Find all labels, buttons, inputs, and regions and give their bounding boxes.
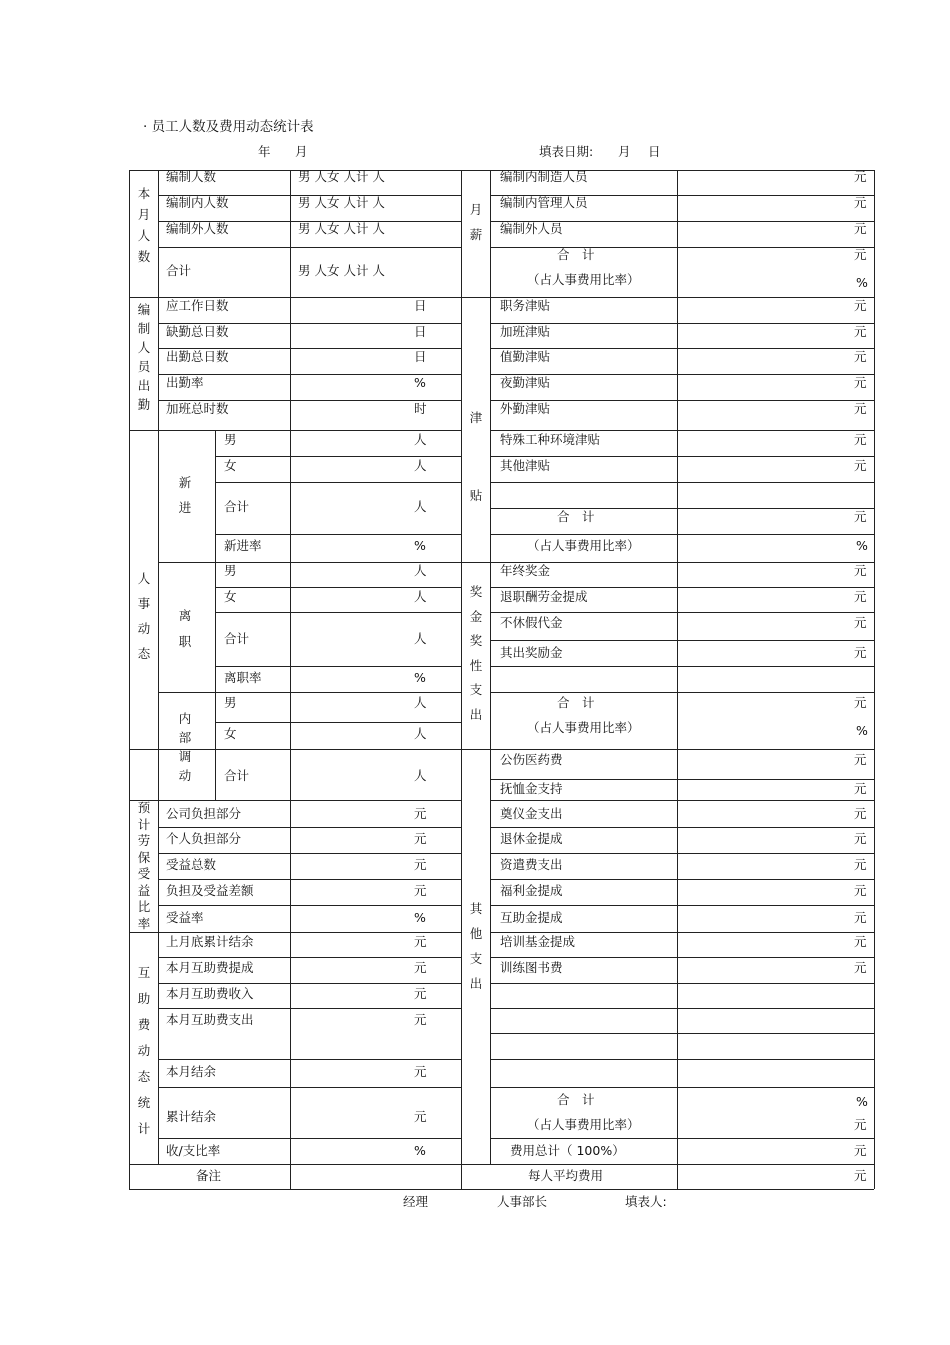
unit-label: 元 (414, 986, 427, 1001)
table-rule (158, 905, 461, 906)
table-rule (129, 800, 461, 801)
table-rule (490, 170, 491, 1164)
row-label: 奠仪金支出 (500, 806, 563, 821)
table-rule (215, 722, 461, 723)
table-rule (129, 170, 130, 1189)
unit-label: 元 (854, 910, 867, 925)
section-label-other: 其 他 支 出 (469, 901, 483, 991)
row-label: 合计 (224, 768, 250, 783)
page-title: · 员工人数及费用动态统计表 (143, 119, 314, 135)
section-label-bonus: 奖 金 奖 性 支 出 (469, 584, 483, 722)
unit-label: 元 (854, 1168, 867, 1183)
table-rule (490, 1138, 874, 1139)
unit-label: 元 (854, 645, 867, 660)
row-label: 本月互助费支出 (166, 1012, 254, 1027)
gender-count-field: 男 人女 人计 人 (298, 195, 385, 210)
unit-label: 元 (854, 324, 867, 339)
ratio-label: （占人事费用比率） (527, 720, 640, 735)
table-rule (490, 1008, 874, 1009)
header-year: 年 (258, 144, 271, 159)
table-rule (215, 587, 461, 588)
row-label: 值勤津贴 (500, 349, 551, 364)
row-label: 本月互助费收入 (166, 986, 254, 1001)
unit-label: % (414, 538, 426, 553)
row-label: 女 (224, 589, 237, 604)
sub-label-transfer: 内 部 调 动 (178, 711, 192, 783)
unit-label: 元 (854, 781, 867, 796)
row-label: 抚恤金支持 (500, 781, 563, 796)
avg-cost-label: 每人平均费用 (528, 1168, 604, 1183)
section-label-mutual-fund: 互 助 费 动 态 统 计 (137, 965, 151, 1136)
row-label: 其出奖励金 (500, 645, 563, 660)
row-label: 编制内人数 (166, 195, 229, 210)
unit-label: 元 (414, 883, 427, 898)
total-label: 合 计 (557, 1092, 595, 1107)
unit-label: % (856, 723, 868, 738)
row-label: 出勤率 (166, 375, 204, 390)
table-rule (461, 749, 874, 750)
table-rule (215, 430, 216, 800)
row-label: 受益总数 (166, 857, 217, 872)
ratio-label: （占人事费用比率） (527, 1117, 640, 1132)
row-label: 合计 (224, 499, 250, 514)
unit-label: 日 (414, 324, 427, 339)
ratio-label: （占人事费用比率） (527, 272, 640, 287)
unit-label: 元 (414, 806, 427, 821)
table-rule (129, 430, 461, 431)
unit-label: 人 (414, 726, 427, 741)
total-label: 合 计 (557, 247, 595, 262)
unit-label: 元 (854, 589, 867, 604)
gender-count-field: 男 人女 人计 人 (298, 169, 385, 184)
row-label: 其他津贴 (500, 458, 551, 473)
row-label: 男 (224, 695, 237, 710)
table-rule (490, 456, 874, 457)
unit-label: 人 (414, 499, 427, 514)
unit-label: 元 (414, 831, 427, 846)
fill-month: 月 (618, 144, 631, 159)
table-rule (490, 534, 874, 535)
row-label: 公伤医药费 (500, 752, 563, 767)
unit-label: 元 (854, 934, 867, 949)
row-label: 退职酬劳金提成 (500, 589, 588, 604)
row-label: 编制外人员 (500, 221, 563, 236)
unit-label: 人 (414, 458, 427, 473)
row-label: 受益率 (166, 910, 204, 925)
unit-label: 元 (854, 247, 867, 262)
table-rule (490, 692, 874, 693)
section-label-allowance: 津 贴 (469, 410, 483, 503)
unit-label: 元 (854, 806, 867, 821)
row-label: 男 (224, 432, 237, 447)
table-rule (490, 827, 874, 828)
table-rule (874, 170, 875, 1189)
unit-label: 元 (854, 695, 867, 710)
unit-label: 元 (414, 1109, 427, 1124)
unit-label: 元 (414, 960, 427, 975)
fill-date-label: 填表日期: (539, 144, 594, 159)
table-rule (158, 170, 159, 1164)
table-rule (158, 247, 461, 248)
unit-label: 元 (854, 432, 867, 447)
table-rule (129, 1164, 874, 1165)
row-label: 合计 (224, 631, 250, 646)
footer-hr-head: 人事部长 (497, 1194, 548, 1209)
table-rule (215, 612, 461, 613)
table-rule (158, 1008, 461, 1009)
table-rule (215, 482, 461, 483)
unit-label: 元 (854, 401, 867, 416)
total-label: 合 计 (557, 509, 595, 524)
row-label: 收/支比率 (166, 1143, 221, 1158)
table-rule (490, 640, 874, 641)
row-label: 培训基金提成 (500, 934, 576, 949)
table-rule (490, 482, 874, 483)
table-rule (158, 957, 461, 958)
row-label: 本月互助费提成 (166, 960, 254, 975)
ratio-label: （占人事费用比率） (527, 538, 640, 553)
sub-label-new: 新 进 (178, 475, 192, 515)
unit-label: % (856, 275, 868, 290)
table-rule (490, 879, 874, 880)
table-rule (158, 1059, 461, 1060)
table-rule (490, 430, 874, 431)
grand-total-label: 费用总计（ 100%） (510, 1143, 625, 1158)
unit-label: 元 (854, 169, 867, 184)
row-label: 退休金提成 (500, 831, 563, 846)
row-label: 加班津贴 (500, 324, 551, 339)
unit-label: % (856, 1094, 868, 1109)
table-rule (215, 456, 461, 457)
row-label: 年终奖金 (500, 563, 551, 578)
row-label: 福利金提成 (500, 883, 563, 898)
section-label-attendance: 编 制 人 员 出 勤 (137, 302, 151, 412)
unit-label: 元 (854, 752, 867, 767)
table-rule (490, 612, 874, 613)
section-label-insurance: 预 计 劳 保 受 益 比 率 (137, 800, 151, 931)
row-label: 编制内管理人员 (500, 195, 588, 210)
unit-label: 日 (414, 298, 427, 313)
row-label: 编制外人数 (166, 221, 229, 236)
table-rule (215, 534, 461, 535)
row-label: 夜勤津贴 (500, 375, 551, 390)
unit-label: % (414, 670, 426, 685)
unit-label: 人 (414, 589, 427, 604)
unit-label: % (414, 910, 426, 925)
unit-label: % (414, 375, 426, 390)
row-label: 公司负担部分 (166, 806, 242, 821)
table-rule (490, 1087, 874, 1088)
unit-label: 时 (414, 401, 427, 416)
row-label: 编制人数 (166, 169, 217, 184)
unit-label: 元 (854, 195, 867, 210)
unit-label: 元 (854, 857, 867, 872)
sub-label-leave: 离 职 (178, 608, 192, 649)
unit-label: 元 (854, 375, 867, 390)
unit-label: 元 (854, 349, 867, 364)
unit-label: 人 (414, 432, 427, 447)
row-label: 应工作日数 (166, 298, 229, 313)
table-rule (461, 170, 462, 1189)
unit-label: 元 (414, 934, 427, 949)
table-rule (158, 692, 461, 693)
row-label: 特殊工种环境津贴 (500, 432, 601, 447)
row-label: 上月底累计结余 (166, 934, 254, 949)
row-label: 男 (224, 563, 237, 578)
row-label: 职务津贴 (500, 298, 551, 313)
table-rule (490, 1059, 874, 1060)
table-rule (158, 853, 461, 854)
section-label-personnel: 人 事 动 态 (137, 571, 151, 661)
unit-label: 元 (414, 1064, 427, 1079)
table-rule (158, 983, 461, 984)
unit-label: 元 (854, 1117, 867, 1132)
row-label: 负担及受益差额 (166, 883, 254, 898)
unit-label: 元 (414, 857, 427, 872)
unit-label: 人 (414, 768, 427, 783)
unit-label: 元 (854, 221, 867, 236)
row-label: 资遣费支出 (500, 857, 563, 872)
gender-count-field: 男 人女 人计 人 (298, 263, 385, 278)
table-rule (158, 879, 461, 880)
row-label: 编制内制造人员 (500, 169, 588, 184)
row-label: 训练图书费 (500, 960, 563, 975)
row-label: 新进率 (224, 538, 262, 553)
section-label-salary: 月 薪 (469, 202, 483, 242)
footer-filler: 填表人: (625, 1194, 667, 1209)
unit-label: 元 (854, 458, 867, 473)
table-rule (490, 1033, 874, 1034)
table-rule (490, 779, 874, 780)
table-rule (490, 853, 874, 854)
fill-day: 日 (648, 144, 661, 159)
unit-label: 人 (414, 695, 427, 710)
unit-label: 元 (414, 1012, 427, 1027)
section-label-headcount: 本 月 人 数 (137, 186, 151, 264)
row-label: 互助金提成 (500, 910, 563, 925)
header-month: 月 (295, 144, 308, 159)
table-rule (158, 827, 461, 828)
table-rule (129, 932, 461, 933)
total-label: 合 计 (557, 695, 595, 710)
remark-label: 备注 (196, 1168, 222, 1183)
unit-label: 元 (854, 563, 867, 578)
row-label: 个人负担部分 (166, 831, 242, 846)
table-rule (490, 983, 874, 984)
table-rule (490, 905, 874, 906)
row-label: 女 (224, 726, 237, 741)
table-rule (129, 1189, 874, 1190)
unit-label: 人 (414, 563, 427, 578)
table-rule (490, 957, 874, 958)
row-label: 缺勤总日数 (166, 324, 229, 339)
table-rule (490, 247, 874, 248)
table-rule (490, 666, 874, 667)
table-rule (490, 508, 874, 509)
unit-label: % (856, 538, 868, 553)
unit-label: 人 (414, 631, 427, 646)
unit-label: 元 (854, 960, 867, 975)
row-label: 不休假代金 (500, 615, 563, 630)
unit-label: 元 (854, 831, 867, 846)
table-rule (158, 1087, 461, 1088)
row-label: 本月结余 (166, 1064, 217, 1079)
table-rule (215, 666, 461, 667)
gender-count-field: 男 人女 人计 人 (298, 221, 385, 236)
row-label: 合计 (166, 263, 192, 278)
row-label: 加班总时数 (166, 401, 229, 416)
table-rule (158, 1138, 461, 1139)
unit-label: 元 (854, 509, 867, 524)
table-rule (490, 932, 874, 933)
row-label: 累计结余 (166, 1109, 217, 1124)
unit-label: 元 (854, 1143, 867, 1158)
unit-label: 日 (414, 349, 427, 364)
table-rule (490, 587, 874, 588)
unit-label: 元 (854, 883, 867, 898)
row-label: 外勤津贴 (500, 401, 551, 416)
row-label: 女 (224, 458, 237, 473)
row-label: 离职率 (224, 670, 262, 685)
unit-label: % (414, 1143, 426, 1158)
table-rule (490, 800, 874, 801)
unit-label: 元 (854, 298, 867, 313)
footer-manager: 经理 (403, 1194, 429, 1209)
unit-label: 元 (854, 615, 867, 630)
row-label: 出勤总日数 (166, 349, 229, 364)
